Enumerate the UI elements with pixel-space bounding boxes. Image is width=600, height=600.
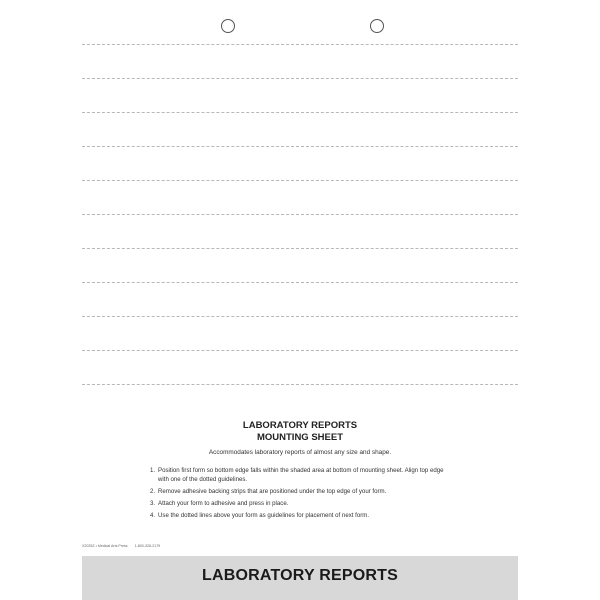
dotted-guideline [82, 44, 518, 45]
instruction-item [150, 511, 450, 520]
instruction-number: 3. [150, 500, 156, 507]
instruction-text: Attach your form to adhesive and press in place. [158, 500, 289, 507]
form-code: X2025Z • Medical Arts Press [82, 544, 128, 548]
dotted-guideline [82, 350, 518, 351]
dotted-guideline [82, 78, 518, 79]
instruction-item [150, 499, 450, 508]
instruction-text: Remove adhesive backing strips that are positioned under the top edge of your form. [158, 488, 387, 495]
dotted-guideline [82, 384, 518, 385]
punch-hole-left [221, 19, 235, 33]
footer-title: LABORATORY REPORTS [202, 567, 398, 584]
dotted-guideline [82, 248, 518, 249]
form-title [0, 420, 600, 444]
form-title-line2: MOUNTING SHEET [256, 432, 344, 443]
dotted-guideline [82, 180, 518, 181]
instructions-list [150, 466, 450, 523]
punch-hole-right [370, 19, 384, 33]
instruction-item [150, 487, 450, 496]
form-phone: 1-800-328-2179 [134, 544, 161, 548]
dotted-guideline [82, 282, 518, 283]
instruction-text: Use the dotted lines above your form as guidelines for placement of next form. [158, 512, 370, 519]
dotted-guideline [82, 316, 518, 317]
instruction-number: 1. [150, 467, 156, 474]
dotted-guideline [82, 214, 518, 215]
dotted-guideline [82, 146, 518, 147]
form-subtitle: Accommodates laboratory reports of almost any size and shape. [208, 449, 392, 456]
instruction-number: 2. [150, 488, 156, 495]
form-title-line1: LABORATORY REPORTS [242, 420, 358, 431]
instruction-number: 4. [150, 512, 156, 519]
instruction-text: Position first form so bottom edge falls within the shaded area at bottom of mounting sheet. Align top edge with one of the dotted guidelines. [158, 467, 444, 483]
form-fineprint [82, 544, 166, 548]
dotted-guideline [82, 112, 518, 113]
instruction-item [150, 466, 450, 484]
